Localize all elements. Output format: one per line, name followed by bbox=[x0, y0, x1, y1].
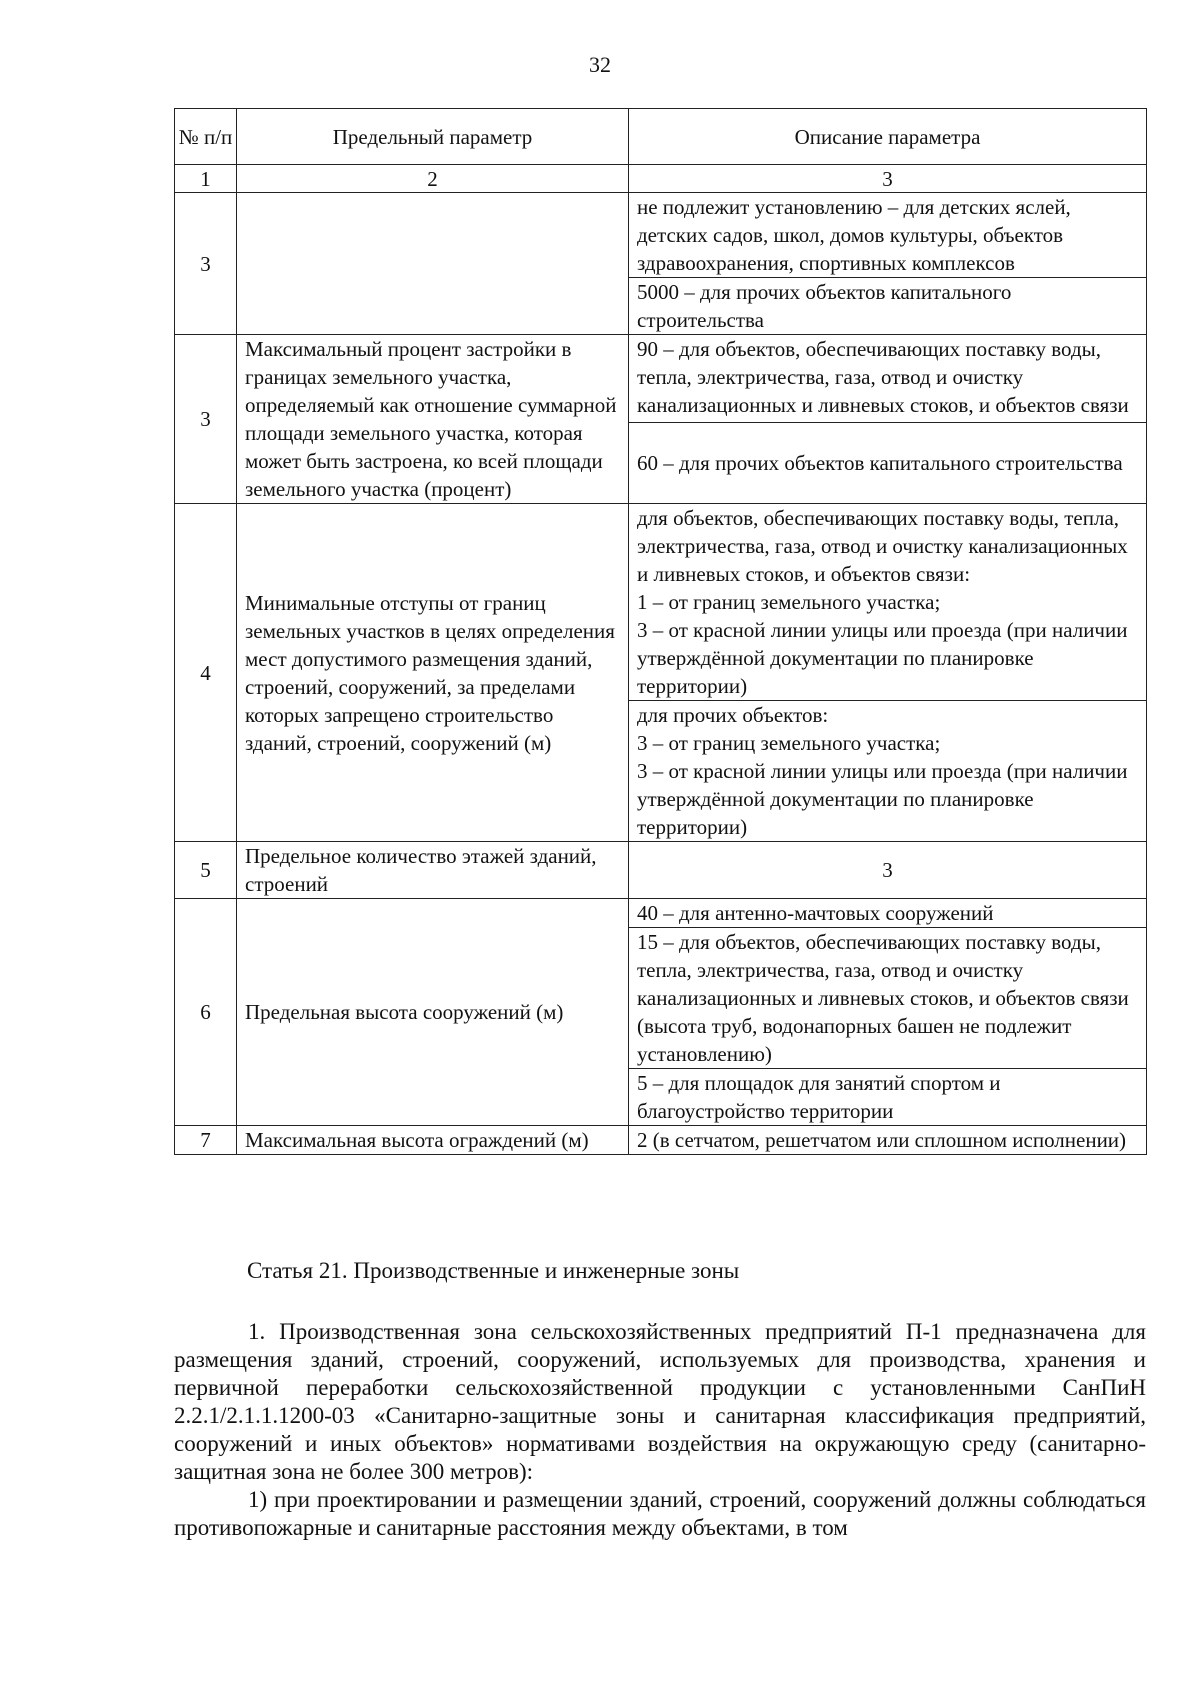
row-num: 3 bbox=[175, 335, 237, 504]
row-num: 4 bbox=[175, 504, 237, 842]
row-num: 7 bbox=[175, 1126, 237, 1155]
row-parameter: Предельное количество этажей зданий, строений bbox=[237, 842, 629, 899]
row-description: для прочих объектов: 3 – от границ земельного участка; 3 – от красной линии улицы или проезда (при наличии утверждённой документации по планировке территории) bbox=[629, 701, 1147, 842]
table-row bbox=[175, 335, 1147, 423]
col-number-2: 2 bbox=[237, 165, 629, 193]
article-title: Статья 21. Производственные и инженерные зоны bbox=[247, 1258, 740, 1283]
table-row bbox=[175, 899, 1147, 928]
row-parameter: Максимальная высота ограждений (м) bbox=[237, 1126, 629, 1155]
header-parameter: Предельный параметр bbox=[237, 109, 629, 165]
parameters-table bbox=[174, 108, 1147, 1155]
row-description: 2 (в сетчатом, решетчатом или сплошном исполнении) bbox=[629, 1126, 1147, 1155]
row-description: 5 – для площадок для занятий спортом и благоустройство территории bbox=[629, 1069, 1147, 1126]
table-row bbox=[175, 504, 1147, 701]
row-description: 40 – для антенно-мачтовых сооружений bbox=[629, 899, 1147, 928]
row-description: 3 bbox=[629, 842, 1147, 899]
row-parameter: Предельная высота сооружений (м) bbox=[237, 899, 629, 1126]
header-num: № п/п bbox=[175, 109, 237, 165]
row-description: 5000 – для прочих объектов капитального строительства bbox=[629, 278, 1147, 335]
row-description: для объектов, обеспечивающих поставку воды, тепла, электричества, газа, отвод и очистку канализационных и ливневых стоков, и объектов связи: 1 – от границ земельного участка; 3 – от красной линии улицы или проезда (при наличии утверждённой документации по планировке территории) bbox=[629, 504, 1147, 701]
paragraph: 1. Производственная зона сельскохозяйственных предприятий П-1 предназначена для размещения зданий, строений, сооружений, используемых для производства, хранения и первичной переработки сельскохозяйственной продукции с установленными СанПиН 2.2.1/2.1.1.1200-03 «Санитарно-защитные зоны и санитарная классификация предприятий, сооружений и иных объектов» нормативами воздействия на окружающую среду (санитарно-защитная зона не более 300 метров): bbox=[174, 1319, 1146, 1484]
table-header-row bbox=[175, 109, 1147, 165]
row-num: 5 bbox=[175, 842, 237, 899]
row-description: 15 – для объектов, обеспечивающих поставку воды, тепла, электричества, газа, отвод и очистку канализационных и ливневых стоков, и объектов связи (высота труб, водонапорных башен не подлежит установлению) bbox=[629, 928, 1147, 1069]
row-description: 60 – для прочих объектов капитального строительства bbox=[629, 423, 1147, 504]
column-number-row bbox=[175, 165, 1147, 193]
col-number-3: 3 bbox=[629, 165, 1147, 193]
header-description: Описание параметра bbox=[629, 109, 1147, 165]
paragraph: 1) при проектировании и размещении зданий, строений, сооружений должны соблюдаться противопожарные и санитарные расстояния между объектами, в том bbox=[174, 1487, 1146, 1540]
page-number: 32 bbox=[589, 52, 611, 77]
table-row bbox=[175, 193, 1147, 278]
row-parameter: Минимальные отступы от границ земельных участков в целях определения мест допустимого размещения зданий, строений, сооружений, за пределами которых запрещено строительство зданий, строений, сооружений (м) bbox=[237, 504, 629, 842]
table-row bbox=[175, 842, 1147, 899]
col-number-1: 1 bbox=[175, 165, 237, 193]
row-description: не подлежит установлению – для детских яслей, детских садов, школ, домов культуры, объектов здравоохранения, спортивных комплексов bbox=[629, 193, 1147, 278]
row-description: 90 – для объектов, обеспечивающих поставку воды, тепла, электричества, газа, отвод и очистку канализационных и ливневых стоков, и объектов связи bbox=[629, 335, 1147, 423]
row-num: 3 bbox=[175, 193, 237, 335]
row-parameter bbox=[237, 193, 629, 335]
row-num: 6 bbox=[175, 899, 237, 1126]
table-row bbox=[175, 1126, 1147, 1155]
article-body bbox=[174, 1318, 1146, 1542]
row-parameter: Максимальный процент застройки в границах земельного участка, определяемый как отношение суммарной площади земельного участка, которая может быть застроена, ко всей площади земельного участка (процент) bbox=[237, 335, 629, 504]
